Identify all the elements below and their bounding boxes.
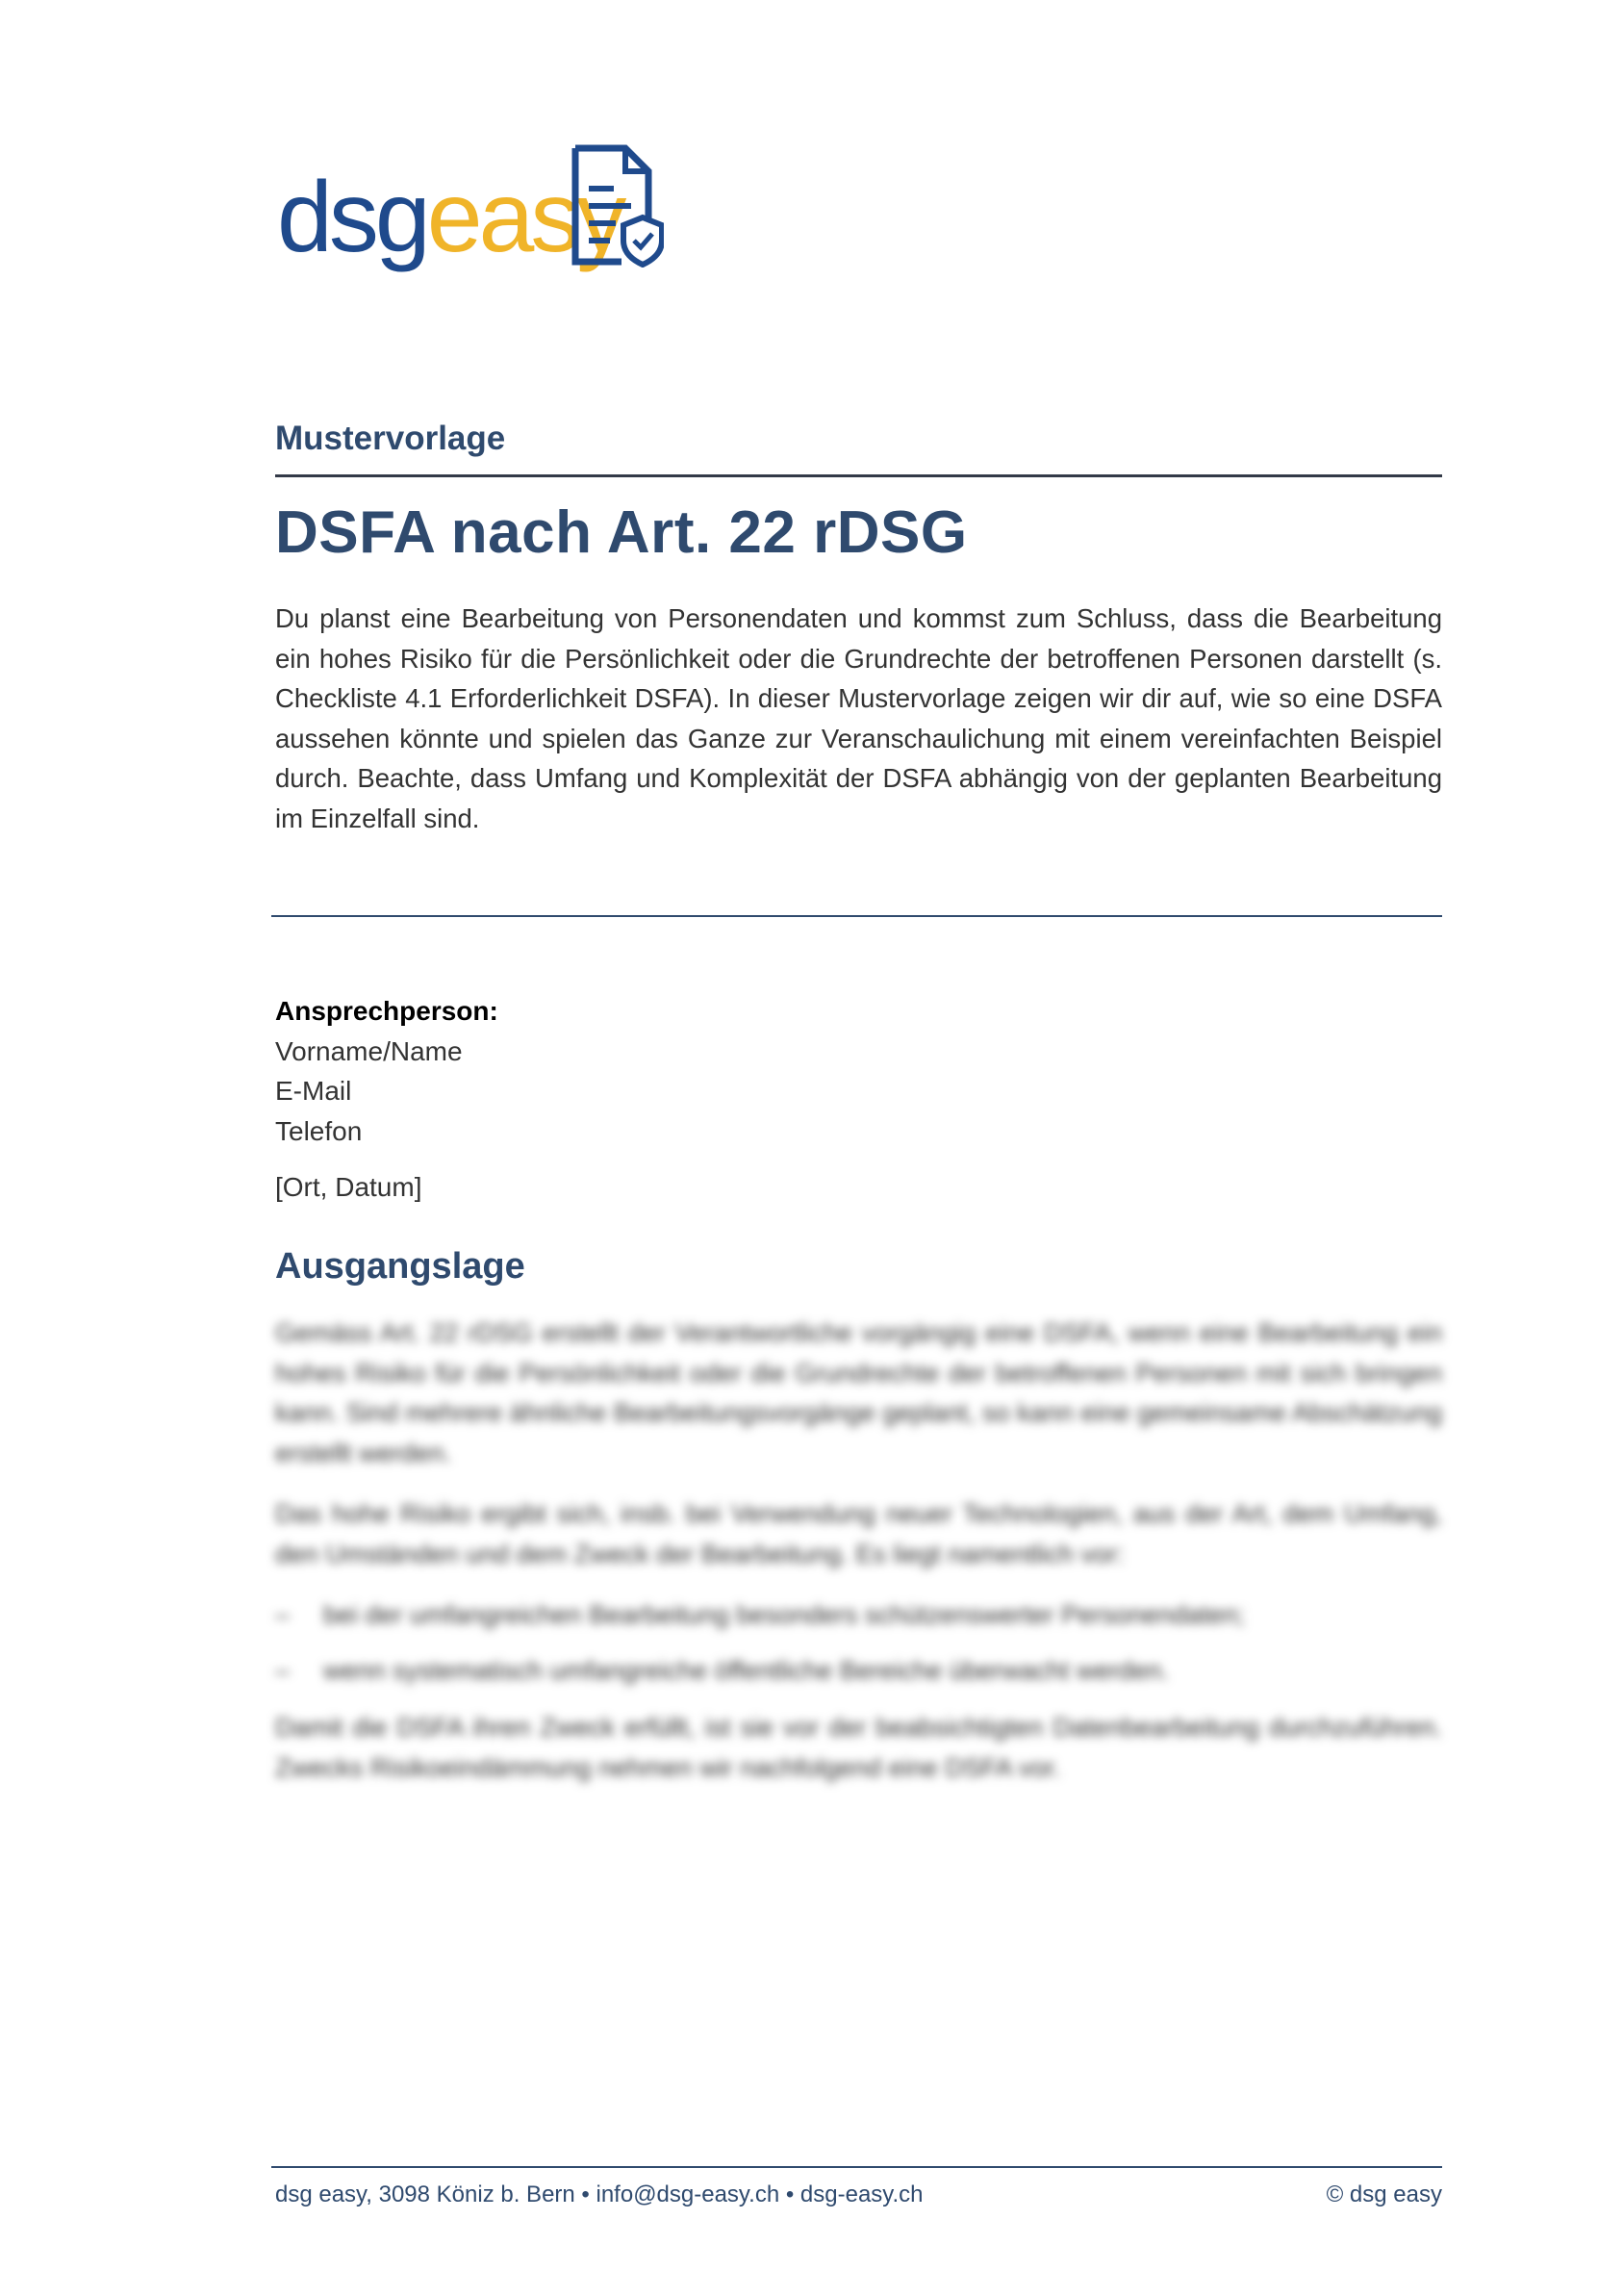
contact-heading: Ansprechperson: xyxy=(275,996,498,1026)
header-divider xyxy=(275,474,1442,477)
section-bullet-list xyxy=(275,1595,1442,1691)
section-paragraph: Das hohe Risiko ergibt sich, insb. bei Verwendung neuer Technologien, aus der Art, dem Umfang, den Umständen und dem Zweck der Bearbeitung. Es liegt namentlich vor: xyxy=(275,1499,1442,1569)
list-item: – bei der umfangreichen Bearbeitung besonders schützenswerter Personendaten; xyxy=(275,1595,1442,1636)
section-paragraph: Gemäss Art. 22 rDSG erstellt der Verantwortliche vorgängig eine DSFA, wenn eine Bearbeitung ein hohes Risiko für die Persönlichkeit oder die Grundrechte der betroffenen Personen mit sich bringen kann. Sind mehrere ähnliche Bearbeitungsvorgänge geplant, so kann eine gemeinsame Abschätzung erstellt werden. xyxy=(275,1318,1442,1467)
section-divider xyxy=(271,915,1442,917)
section-heading: Ausgangslage xyxy=(275,1246,525,1287)
footer-contact: dsg easy, 3098 Köniz b. Bern • info@dsg-easy.ch • dsg-easy.ch xyxy=(275,2181,924,2207)
place-date: [Ort, Datum] xyxy=(275,1172,422,1202)
document-subtitle: Mustervorlage xyxy=(275,420,506,457)
contact-email: E-Mail xyxy=(275,1076,352,1106)
logo-text-dsg: dsg xyxy=(277,162,427,273)
intro-paragraph: Du planst eine Bearbeitung von Personendaten und kommst zum Schluss, dass die Bearbeitung ein hohes Risiko für die Persönlichkeit oder die Grundrechte der betroffenen Personen darstellt (s. Checkliste 4.1 Erforderlichkeit DSFA). In dieser Mustervorlage zeigen wir dir auf, wie so eine DSFA aussehen könnte und spielen das Ganze zur Veranschaulichung mit einem vereinfachten Beispiel durch. Beachte, dass Umfang und Komplexität der DSFA abhängig von der geplanten Bearbeitung im Einzelfall sind. xyxy=(275,603,1442,833)
contact-block xyxy=(275,991,498,1151)
section-closing-paragraph: Damit die DSFA ihren Zweck erfüllt, ist sie vor der beabsichtigten Datenbearbeitung durchzuführen. Zwecks Risikoeindämmung nehmen wir nachfolgend eine DSFA vor. xyxy=(275,1713,1442,1782)
blurred-section-body xyxy=(275,1314,1442,1809)
logo-text-easy: easy xyxy=(426,162,623,273)
list-item: – wenn systematisch umfangreiche öffentliche Bereiche überwacht werden. xyxy=(275,1651,1442,1692)
document-shield-icon xyxy=(568,142,664,268)
footer-divider xyxy=(271,2166,1442,2168)
contact-phone: Telefon xyxy=(275,1115,363,1146)
document-title: DSFA nach Art. 22 rDSG xyxy=(275,499,968,566)
logo xyxy=(277,142,623,273)
contact-name: Vorname/Name xyxy=(275,1035,463,1066)
footer-copyright: © dsg easy xyxy=(1326,2181,1442,2207)
